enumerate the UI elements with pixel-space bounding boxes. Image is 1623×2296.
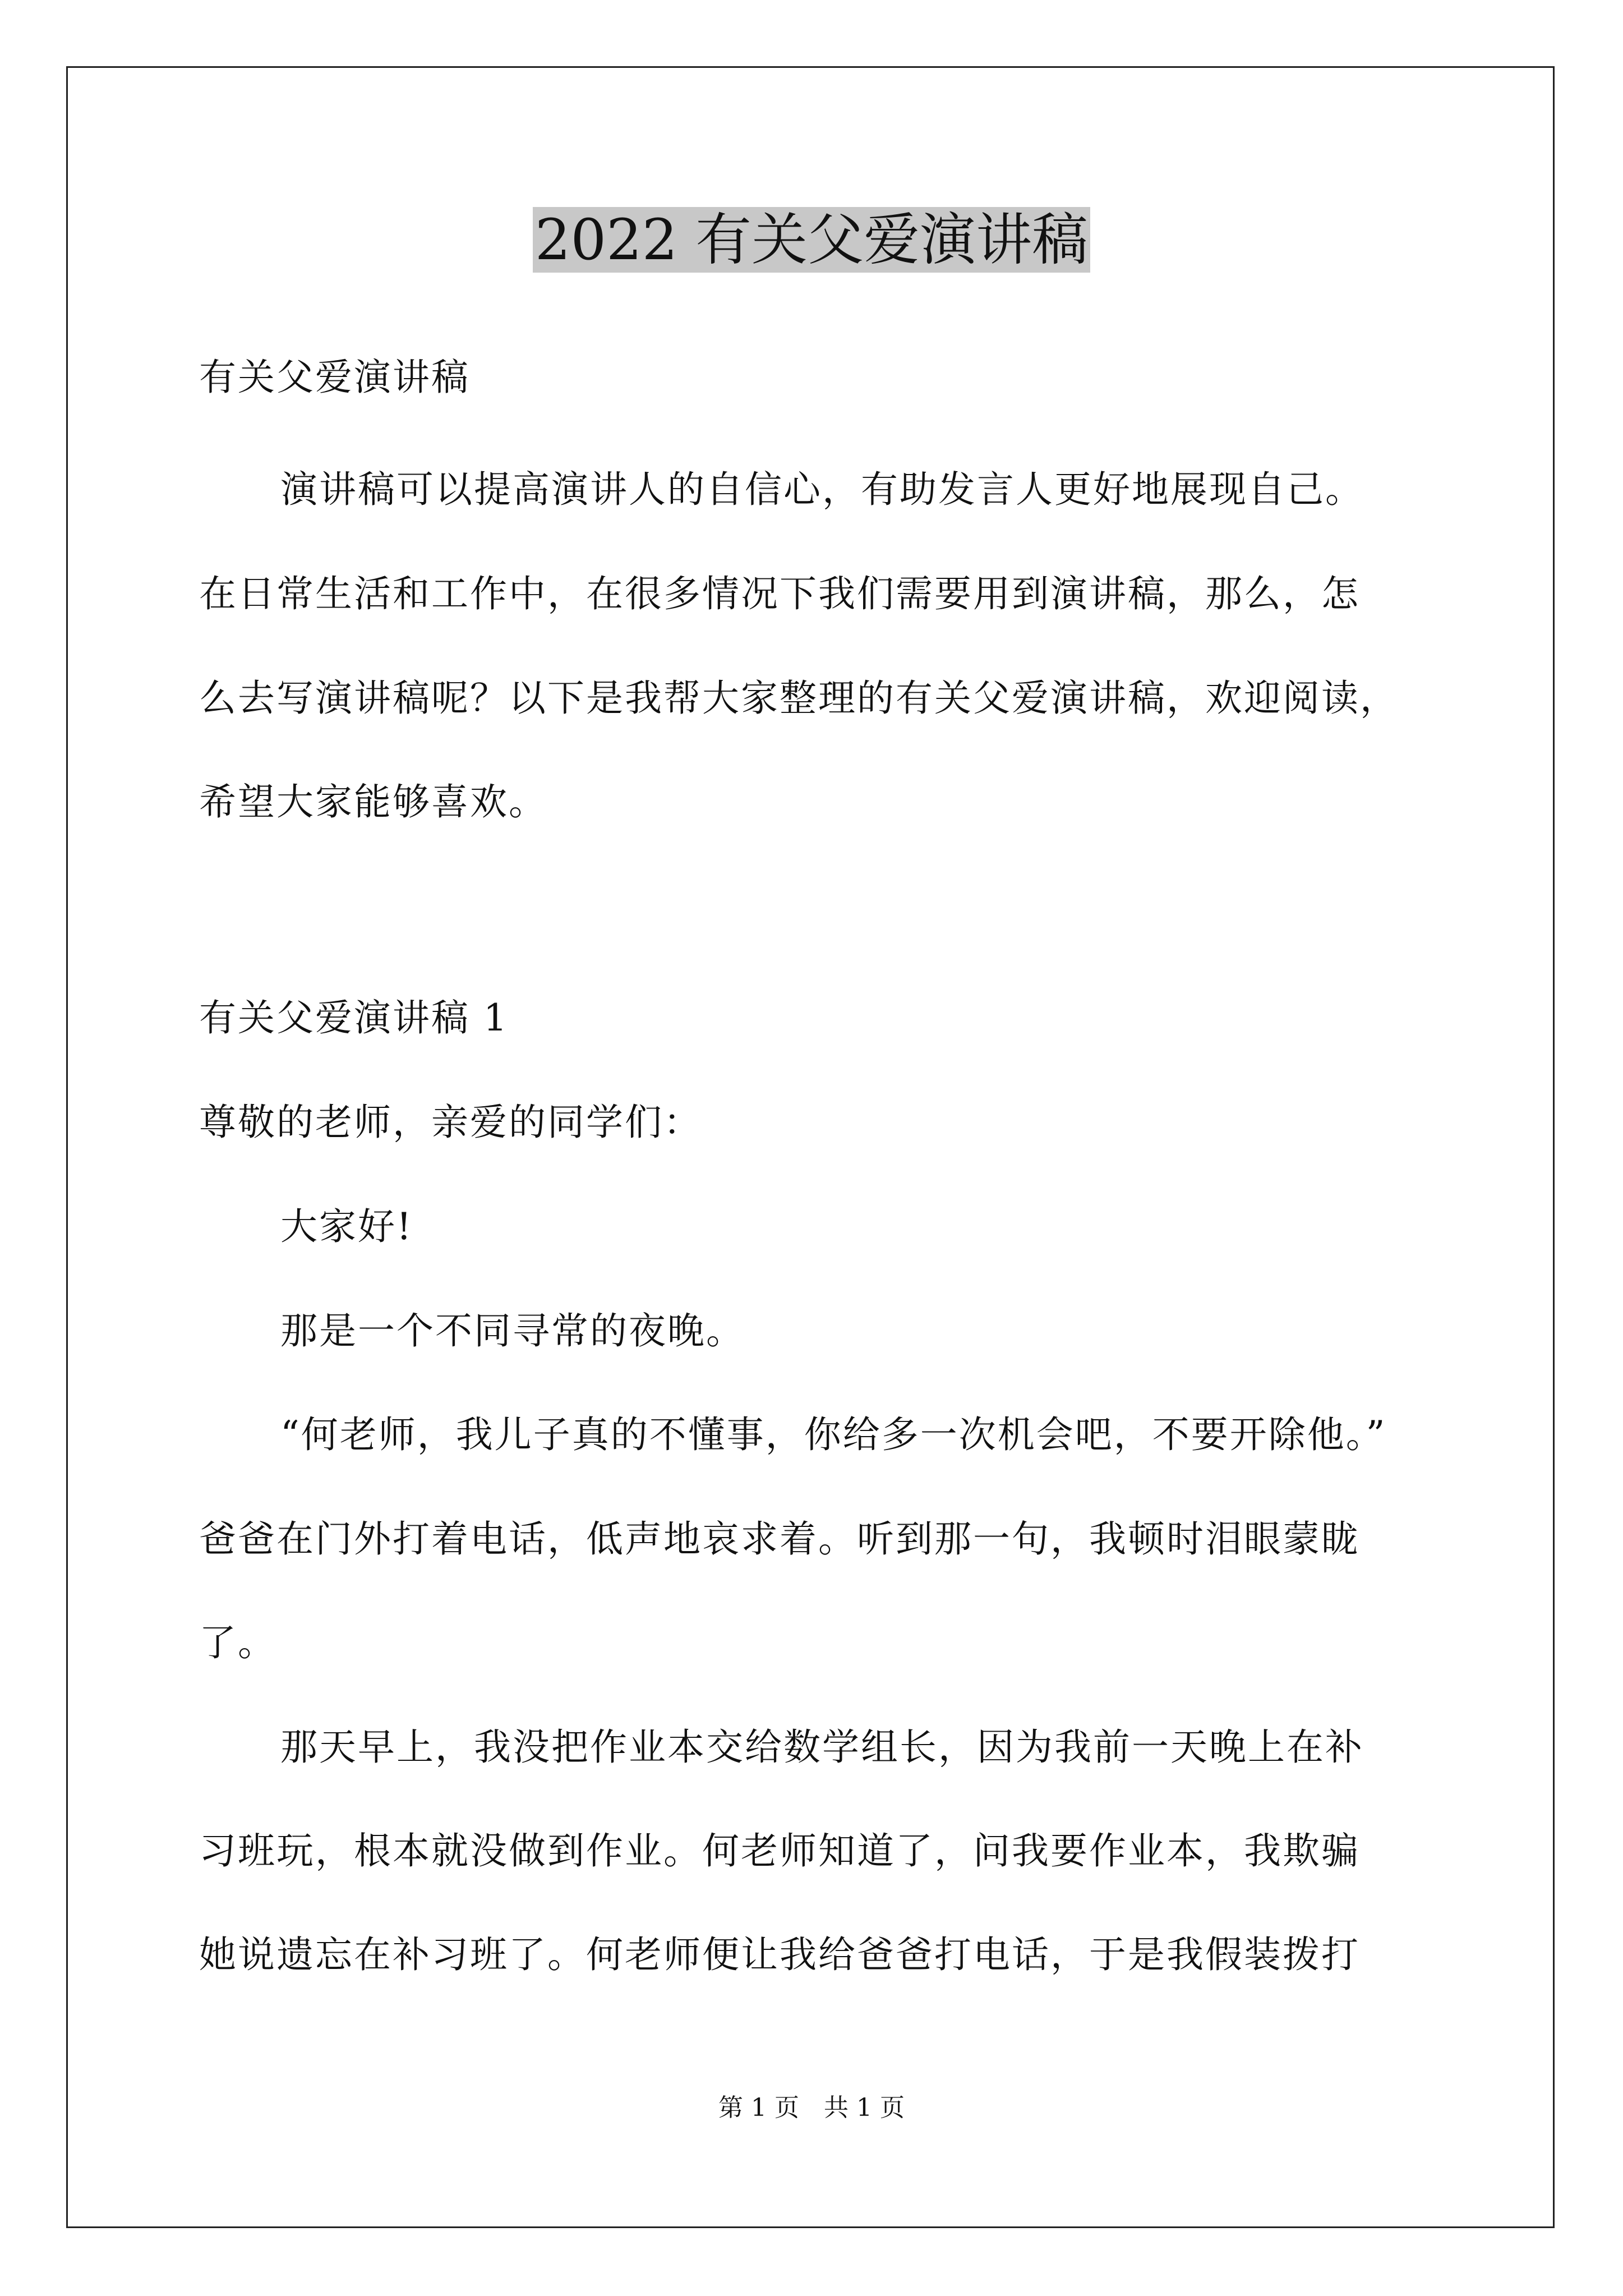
- document-title-text: 2022 有关父爱演讲稿: [533, 207, 1090, 273]
- paragraph-line: 那天早上，我没把作业本交给数学组长，因为我前一天晚上在补: [280, 1726, 1364, 1769]
- paragraph-line: 了。: [199, 1621, 276, 1664]
- section-heading: 有关父爱演讲稿 1: [199, 996, 509, 1039]
- paragraph-line: 她说遗忘在补习班了。何老师便让我给爸爸打电话，于是我假装拨打: [199, 1933, 1360, 1976]
- paragraph-line: 爸爸在门外打着电话，低声地哀求着。听到那一句，我顿时泪眼蒙眬: [199, 1517, 1360, 1561]
- salutation-line: 尊敬的老师，亲爱的同学们：: [199, 1101, 702, 1144]
- paragraph-line: 希望大家能够喜欢。: [199, 780, 547, 823]
- paragraph-line: 么去写演讲稿呢？以下是我帮大家整理的有关父爱演讲稿，欢迎阅读，: [199, 677, 1399, 720]
- paragraph-line: 习班玩，根本就没做到作业。何老师知道了，问我要作业本，我欺骗: [199, 1829, 1360, 1872]
- document-title: [0, 201, 1623, 279]
- paragraph-line: 演讲稿可以提高演讲人的自信心，有助发言人更好地展现自己。: [280, 468, 1364, 511]
- greeting-line: 大家好!: [280, 1205, 413, 1248]
- paragraph-line: 那是一个不同寻常的夜晚。: [280, 1309, 745, 1352]
- paragraph-line: 在日常生活和工作中，在很多情况下我们需要用到演讲稿，那么，怎: [199, 572, 1360, 615]
- paragraph-line: “何老师，我儿子真的不懂事，你给多一次机会吧，不要开除他。”: [280, 1413, 1387, 1456]
- intro-heading: 有关父爱演讲稿: [199, 356, 470, 399]
- page-footer: 第 1 页 共 1 页: [718, 2093, 905, 2122]
